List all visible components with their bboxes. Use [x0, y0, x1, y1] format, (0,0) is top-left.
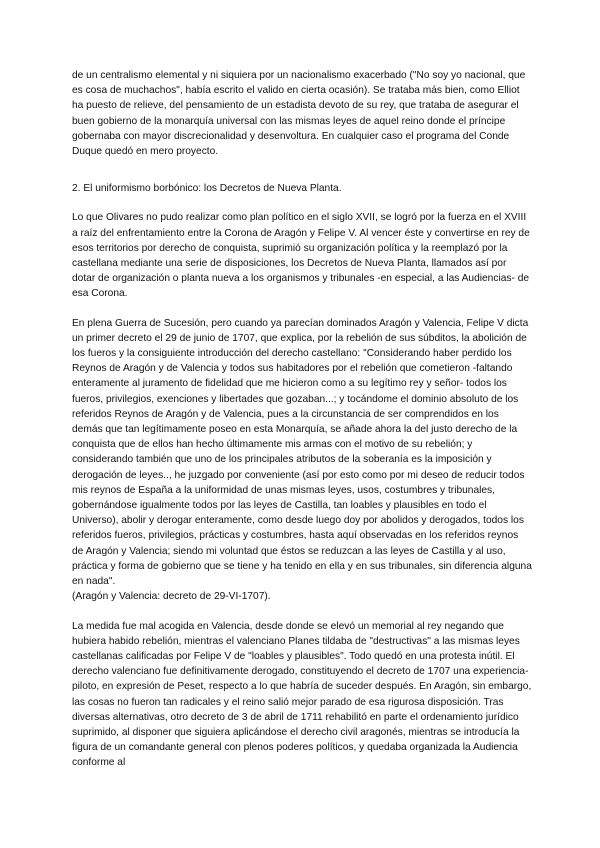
intro-paragraph: de un centralismo elemental y ni siquiera por un nacionalismo exacerbado ("No soy yo nacional, que es cosa de muchachos", había escrito el valido en cierta ocasión). Se trataba más bien, como Elliot ha puesto de relieve, del pensamiento de un estadista devoto de su rey, que trataba de asegurar el buen gobierno de la monarquía universal con las mismas leyes de aquel reino donde el príncipe gobernaba con mayor discrecionalidad y desenvoltura. En cualquier caso el programa del Conde Duque quedó en mero proyecto. — [72, 70, 526, 158]
spacer — [72, 605, 532, 619]
spacer — [72, 302, 532, 316]
paragraph-4: La medida fue mal acogida en Valencia, desde donde se elevó un memorial al rey negando que hubiera habido rebelión, mientras el valenciano Planes tildaba de "destructivas" a las mismas leyes castellanas calificadas por Felipe V de "loables y plausibles". Todo quedó en una protesta inútil. El derecho valenciano fue definitivamente derogado, constituyendo el decreto de 1707 una experiencia-piloto, en expresión de Peset, respecto a lo que habría de suceder después. En Aragón, sin embargo, las cosas no fueron tan radicales y el reino salió mejor parado de esa rigurosa disposición. Tras diversas alternativas, otro decreto de 3 de abril de 1711 rehabilitó en parte el ordenamiento jurídico suprimido, al disponer que siguiera aplicándose el derecho civil aragonés, mientras se introducía la figura de un comandante general con plenos poderes políticos, y quedaba organizada la Audiencia conforme al — [72, 620, 532, 769]
decree-citation: (Aragón y Valencia: decreto de 29-VI-1707). — [72, 591, 271, 603]
document-page — [72, 68, 532, 771]
paragraph-3: En plena Guerra de Sucesión, pero cuando ya parecían dominados Aragón y Valencia, Felipe V dicta un primer decreto el 29 de junio de 1707, que explica, por la rebelión de sus súbditos, la abolición de los fueros y la consiguiente introducción del derecho castellano: "Considerando haber perdido los Reynos de Aragón y de Valencia y todos sus habitadores por el rebelión que cometieron -faltando enteramente al juramento de fidelidad que me hicieron como a su legítimo rey y señor- todos los fueros, privilegios, exenciones y libertades que gozaban...; y tocándome el dominio absoluto de los referidos Reynos de Aragón y de Valencia, pues a la circunstancia de ser comprendidos en los demás que tan legítimamente poseo en esta Monarquía, se añade ahora la del justo derecho de la conquista que de ellos han hecho últimamente mis armas con el motivo de su rebelión; y considerando también que uno de los principales atributos de la soberanía es la imposición y derogación de leyes.., he juzgado por conveniente (así por esto como por mi deseo de reducir todos mis reynos de España a la uniformidad de unas mismas leyes, usos, costumbres y tribunales, gobernándose igualmente todos por las leyes de Castilla, tan loables y plausibles en todo el Universo), abolir y derogar enteramente, como desde luego doy por abolidos y derogados, todos los referidos fueros, privilegios, prácticas y costumbres, hasta aquí observadas en los referidos reynos de Aragón y Valencia; siendo mi voluntad que éstos se reduzcan a las leyes de Castilla y al uso, práctica y forma de gobierno que se tiene y ha tenido en ella y en sus tribunales, sin diferencia alguna en nada". — [72, 317, 532, 588]
spacer — [72, 159, 532, 181]
spacer — [72, 196, 532, 210]
paragraph-2: Lo que Olivares no pudo realizar como plan político en el siglo XVII, se logró por la fuerza en el XVIII a raíz del enfrentamiento entre la Corona de Aragón y Felipe V. Al vencer éste y convertirse en rey de esos territorios por derecho de conquista, suprimió su organización política y la reemplazó por la castellana mediante una serie de disposiciones, los Decretos de Nueva Planta, llamados así por dotar de organización o planta nueva a los organismos y tribunales -en especial, a las Audiencias- de esa Corona. — [72, 212, 530, 300]
section-heading: 2. El uniformismo borbónico: los Decretos de Nueva Planta. — [72, 183, 342, 195]
